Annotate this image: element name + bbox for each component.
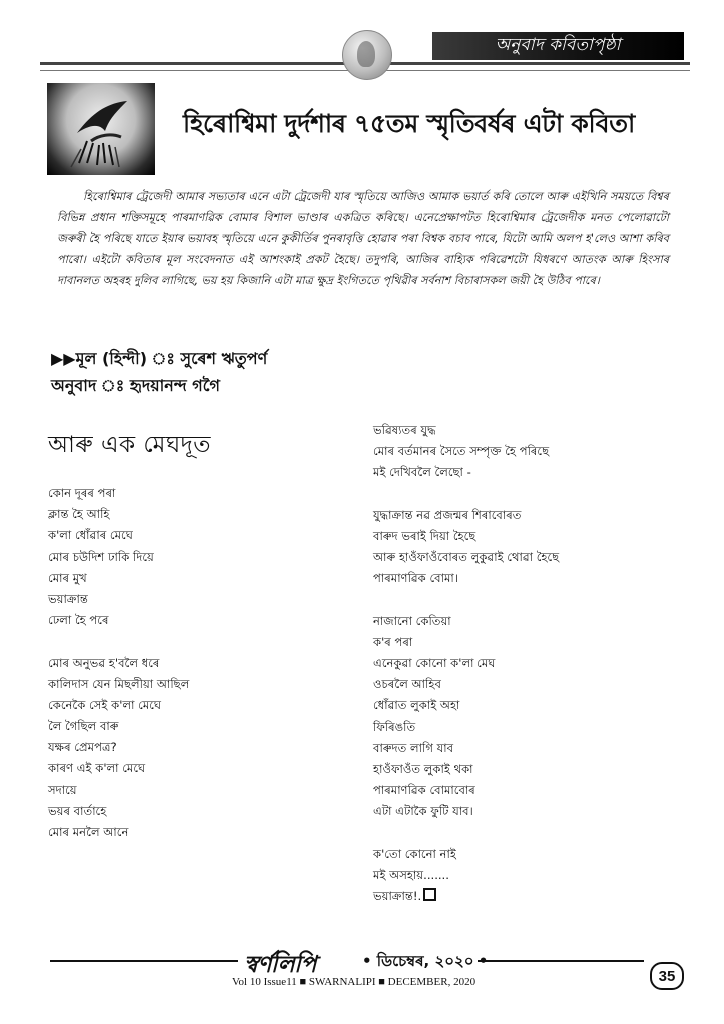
poem-line: নাজানো কেতিয়া [373,613,451,628]
poem-line: ফিৰিঙতি [373,719,416,734]
poem-line: ক'তো কোনো নাই [373,846,456,861]
poem-line: হাওঁফাওঁত লুকাই থকা [373,762,473,776]
footer-issue-info: Vol 10 Issue11 ■ SWARNALIPI ■ DECEMBER, 2020 [232,976,476,988]
poem-line: মই অসহায়....... [373,867,449,882]
poem-line-final-text: ভয়াক্ৰান্ত!. [373,889,422,904]
poem-line: কালিদাস যেন মিছলীয়া আছিল [48,676,190,691]
translator-credit: অনুবাদ ঃ হৃদয়ানন্দ গগৈ [51,376,220,395]
intro-paragraph: হিৰোশ্বিমাৰ ট্ৰেজেদী আমাৰ সভ্যতাৰ এনে এটা ট্ৰেজেদী যাৰ স্মৃতিয়ে আজিও আমাক ভয়াৰ্ত কৰি তোলে আৰু এইখিনি সময়তে বিশ্বৰ বিভিন্ন প্ৰধান শক্তিসমূহে পাৰমাণৱিক বোমাৰ বিশাল ভাণ্ডাৰ একত্ৰিত কৰিছে। এনেপ্ৰেক্ষাপটত হিৰোশ্বিমাৰ ট্ৰেজেদীক মনত পেলোৱাটো জৰুৰী হৈ পৰিছে যাতে ইয়াৰ ভয়াবহ স্মৃতিয়ে এনে কুকীৰ্তিৰ পুনৰাবৃত্তি হোৱাৰ পৰা বিশ্বক বচাব পাৰে, যিটো আমি অলপ হ'লেও আশা কৰিব পাৰো। এইটো কবিতাৰ মূল সংবেদনাত এই আশংকাই প্ৰকট হৈছে। তদুপৰি, আজিৰ বাহ্যিক পৰিৱেশটো যিধৰণে আতংক আৰু হিংসাৰ দাবানলত অহৰহ দুলিব লাগিছে, ভয় হয় কিজানি এটা মাত্ৰ ক্ষুদ্ৰ ইংগিততে পৃথিৱীৰ সৰ্বনাশ বিচাৰাসকল জয়ী হৈ উঠিব পাৰে। [57,190,669,287]
article-photo [47,83,155,175]
article-title: হিৰোশ্বিমা দুৰ্দশাৰ ৭৫তম স্মৃতিবৰ্ষৰ এটা কবিতা [183,109,635,138]
poem-line: ভয়ৰ বাৰ্তাহে [48,803,107,818]
poem-line: ক'ৰ পৰা [373,634,413,649]
poem-line: মোৰ অনুভৱ হ'বলৈ ধৰে [48,655,160,670]
poem-line: ক'লা ধোঁৱাৰ মেঘে [48,528,133,543]
poem-line: পাৰমাণৱিক বোমা। [373,571,458,586]
poem-line: ভয়াক্ৰান্ত [48,591,88,606]
stanza-break [48,631,338,652]
poem-right-column [373,420,693,907]
poem-line: কোন দূৰৰ পৰা [48,486,116,500]
poem-line: মোৰ চউদিশ ঢাকি দিয়ে [48,549,154,564]
poem-line: এটা এটাকৈ ফুটি যাব। [373,804,473,819]
poem-line: মোৰ মনলৈ আনে [48,825,129,839]
stanza-break [373,590,693,611]
page-number: 35 [650,962,684,990]
poem-line: এনেকুৱা কোনো ক'লা মেঘ [373,656,496,671]
poem-line: মই দেখিবলৈ লৈছো - [373,465,471,480]
poem-line: মোৰ বৰ্তমানৰ সৈতে সম্পৃক্ত হৈ পৰিছে [373,444,550,459]
poem-line: ভৱিষ্যতৰ যুদ্ধ [373,423,436,437]
poem-line: ওচৰলৈ আহিব [373,677,441,692]
stanza-break [373,823,693,844]
poem-line: বাৰুদ ভৰাই দিয়া হৈছে [373,528,476,543]
poem-line: আৰু হাওঁফাওঁবোৰত লুকুৱাই থোৱা হৈছে [373,550,560,565]
poem-line-final [373,886,693,907]
footer-date: • ডিচেম্বৰ, ২০২০ • [362,952,489,970]
poem-line: যুদ্ধাক্ৰান্ত নৱ প্ৰজন্মৰ শিৰাবোৰত [373,507,522,522]
footer-rule-left [50,960,238,962]
poem-line: মোৰ মুখ [48,570,87,585]
poem-title: আৰু এক মেঘদূত [48,432,212,458]
section-label: অনুবাদ কবিতাপৃষ্ঠা [432,32,684,60]
magazine-emblem-icon [342,30,392,80]
footer-brand: স্বৰ্ণলিপি [244,952,316,978]
stanza-break [373,484,693,505]
poem-line: ধোঁৱাত লুকাই অহা [373,698,460,713]
poem-line: লৈ গৈছিল বাৰু [48,719,119,734]
end-mark-icon [423,888,436,901]
poem-line: সদায়ে [48,782,77,797]
poem-line: যক্ষৰ প্ৰেমপত্ৰ? [48,740,117,755]
poem-line: পাৰমাণৱিক বোমাবোৰ [373,783,475,798]
poem-line: বাৰুদত লাগি যাব [373,740,454,755]
poem-left-column [48,483,338,843]
poem-line: ঢেলা হৈ পৰে [48,613,109,628]
poem-line: কেনেকৈ সেই ক'লা মেঘে [48,697,162,712]
original-author-credit: ▶▶মূল (হিন্দী) ঃ সুৰেশ ঋতুপৰ্ণ [51,349,268,368]
footer-rule-right [478,960,644,962]
poem-line: কাৰণ এই ক'লা মেঘে [48,761,146,776]
poem-line: ক্লান্ত হৈ আহি [48,507,110,522]
